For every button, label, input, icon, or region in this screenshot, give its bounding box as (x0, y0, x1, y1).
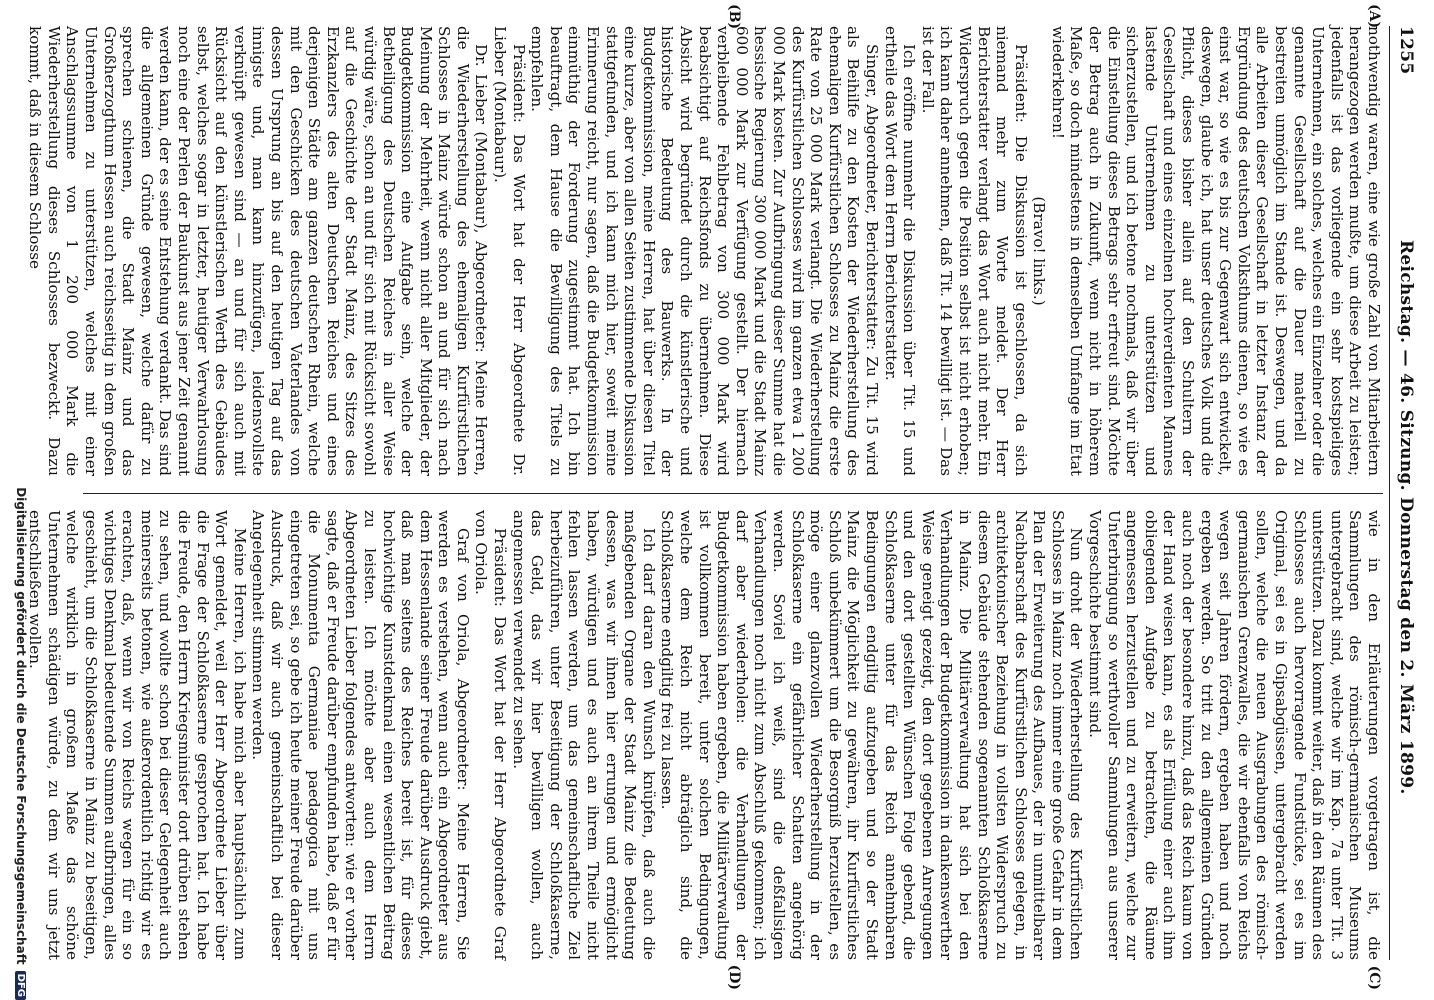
margin-marker-a: (A) (1366, 4, 1382, 29)
margin-marker-b: (B) (726, 4, 742, 30)
digitization-credit (14, 0, 28, 1000)
two-column-body (26, 4, 1383, 990)
dfg-logo: DFG (16, 971, 27, 1000)
paragraph: wie in den Erläuterungen vorgetragen ist, die Sammlungen des römisch-germanischen Museums untergebracht sind, welche wir im Kap. 7a unter Tit. 3 unterstützen. Dazu kommt weiter, daß in den Räumen des Schlosses auch hervorragende Fundstücke, sei es im Original, sei es in Gipsabgüssen, untergebracht werden sollen, welche die neuen Ausgrabungen des römisch-germanischen Grenzwalles, die wir ebenfalls von Reichs wegen seit Jahren fördern, ergeben haben und noch ergeben werden. So tritt zu den allgemeinen Gründen auch noch der besondere hinzu, daß das Reich kaum von der Hand weisen kann, es als Erfüllung einer auch ihm obliegenden Aufgabe zu betrachten, die Räume angemessen herzustellen und zu erweitern, welche zur Unterbringung so werthvoller Sammlungen aus unserer Vorgeschichte bestimmt sind. (1086, 510, 1383, 960)
margin-marker-c: (C) (1366, 965, 1382, 990)
paragraph: Präsident: Die Diskussion ist geschlossen, da sich niemand mehr zum Worte meldet. Der Herr Berichterstatter verlangt das Wort auch nicht mehr. Ein Widerspruch gegen die Position selbst ist nicht erhoben; ich kann daher annehmen, daß Tit. 14 bewilligt ist. — Das ist der Fall. (918, 26, 1030, 476)
paragraph: Ich darf daran den Wunsch knüpfen, daß auch die maßgebenden Organe der Stadt Mainz die Bedeutung dessen, was wir ihnen hier errungen und ermöglicht haben, würdigen und es auch an ihrem Theile nicht fehlen lassen werden, um das gemeinschaftliche Ziel herbeizuführen, unter Beseitigung der Schloßkaserne, das Geld, das wir hier bewilligen wollen, auch angemessen verwendet zu sehen. (509, 510, 658, 960)
paragraph: nothwendig waren, eine wie große Zahl von Mitarbeitern herangezogen werden mußte, um diese Arbeit zu leisten; jedenfalls ist das vorliegende ein sehr kostspieliges Unternehmen, ein solches, welches ein Einzelner oder die genannte Gesellschaft auf die Dauer materiell zu bestreiten unmöglich im Stande ist. Deswegen, und da alle Arbeiten dieser Gesellschaft in letzter Instanz der Ergründung des deutschen Volksthums dienen, so wie es einst war, so wie es bis zur Gegenwart sich entwickelt, deswegen, glaube ich, hat unser deutsches Volk und die Pflicht, dieses bisher allein auf den Schultern der Gesellschaft und eines einzelnen hochverdienten Mannes lastende Unternehmen zu unterstützen und sicherzustellen, und ich betone nochmals, daß wir über die Einstellung dieses Betrags sehr erfreut sind. Möchte der Betrag auch in Zukunft, wenn nicht in höherem Maße, so doch mindestens in demselben Umfange im Etat wiederkehren! (1048, 26, 1383, 476)
paragraph: Ich eröffne nunmehr die Diskussion über Tit. 15 und ertheile das Wort dem Herrn Berichterstatter. (881, 26, 919, 476)
paragraph: Graf von Oriola, Abgeordneter: Meine Herren, Sie werden es verstehen, wenn auch ein Abgeordneter aus dem Hessenlande seiner Freude darüber Ausdruck giebt, daß man seitens des Reiches bereit ist, für dieses hochwichtige Kunstdenkmal einen wesentlichen Beitrag zu leisten. Ich möchte aber auch dem Herrn Abgeordneten Lieber folgendes antworten: wie er vorher sagte, daß er Freude darüber empfunden habe, daß er für die Monumenta Germaniae paedagogica mit uns eingetreten sei, so gebe ich heute meiner Freude darüber Ausdruck, daß wir auch gemeinschaftlich bei dieser Angelegenheit stimmen werden. (249, 510, 472, 960)
right-column (26, 510, 1383, 990)
paragraph: Nun droht der Wiederherstellung des Kurfürstlichen Schlosses in Mainz noch immer eine große Gefahr in dem Plan der Erweiterung des Aufbaues, der in unmittelbarer Nachbarschaft des Kurfürstlichen Schlosses gelegen, in architektonischer Beziehung in vollsten Widerspruch zu diesem Gebäude stehenden sogenannten Schloßkaserne in Mainz. Die Militärverwaltung hat sich bei den Verhandlungen der Budgetkommission in dankenswerther Weise geneigt gezeigt, den dort gegebenen Anregungen und den dort gestellten Wünschen Folge gebend, die Schloßkaserne unter für das Reich annehmbaren Bedingungen endgiltig aufzugeben und so der Stadt Mainz die Möglichkeit zu gewähren, ihr Kurfürstliches Schloß unbekümmert um die Besorgniß herzustellen, es möge einer glanzvollen Wiederherstellung in der Schloßkaserne ein gefährlicher Schatten angehörig werden. Soviel ich weiß, sind die deßfallsigen Verhandlungen noch nicht zum Abschluß gekommen; ich darf aber wiederholen: die Verhandlungen der Budgetkommission haben ergeben, die Militärverwaltung ist vollkommen bereit, unter solchen Bedingungen, welche dem Reich nicht abträglich sind, die Schloßkaserne endgiltig frei zu lassen. (658, 510, 1086, 960)
header-left: 1255 (1396, 26, 1416, 75)
margin-marker-d: (D) (726, 964, 742, 990)
paragraph: Singer, Abgeordneter, Berichterstatter: Zu Tit. 15 wird als Beihilfe zu den Kosten der Wiederherstellung des ehemaligen Kurfürstlichen Schlosses zu Mainz die erste Rate von 25 000 Mark verlangt. Die Wiederherstellung des Kurfürstlichen Schlosses wird im ganzen etwa 1 200 000 Mark kosten. Zur Aufbringung dieser Summe hat die hessische Regierung 300 000 Mark und die Stadt Mainz 600 000 Mark zur Verfügung gestellt. Der hiernach verbleibende Fehlbetrag von 300 000 Mark wird beabsichtigt auf Reichsfonds zu übernehmen. Diese Absicht wird begründet durch die künstlerische und historische Bedeutung des Bauwerks. In der Budgetkommission, meine Herren, hat über diesen Titel eine kurze, aber von allen Seiten zustimmende Diskussion stattgefunden, und ich kann mich hier, soweit meine Erinnerung reicht, nur sagen, daß die Budgetkommission einmüthig der Forderung zugestimmt hat. Ich bin beauftragt, dem Hause die Bewilligung des Titels zu empfehlen. (528, 26, 881, 476)
paragraph: Dr. Lieber (Montabaur), Abgeordneter: Meine Herren, die Wiederherstellung des ehemaligen Kurfürstlichen Schlosses in Mainz würde schon an und für sich nach Meinung der Mehrheit, wenn nicht aller Mitglieder, der Budgetkommission eine Aufgabe sein, welche der Betheiligung des Deutschen Reiches in aller Weise würdig wäre, schon an und für sich mit Rücksicht sowohl auf die Geschichte der Stadt Mainz, des Sitzes des Erzkanzlers des alten Deutschen Reiches und eines derjenigen Städte am ganzen deutschen Rhein, welche mit den Geschicken des deutschen Vaterlandes von dessen Ursprung an bis auf den heutigen Tag auf das innigste und, man kann hinzufügen, leidensvollste verknüpft gewesen sind — an und für sich auch mit Rücksicht auf den künstlerischen Werth des Gebäudes selbst, welches sogar in letzter, heutiger Verwahrlosung noch eine der Perlen der Baukunst aus jener Zeit genannt werden kann, der es seine Entstehung verdankt. Das sind die allgemeinen Gründe gewesen, welche dafür zu sprechen schienen, die Stadt Mainz und das Großherzogthum Hessen auch reichsseitig in dem großen Unternehmen zu unterstützen, welches mit einer Anschlagssumme von 1 200 000 Mark die Wiederherstellung dieses Schlosses bezweckt. Dazu kommt, daß in diesem Schlosse (26, 26, 491, 476)
interjection: (Bravo! links.) (1030, 196, 1049, 306)
running-header (1389, 26, 1416, 960)
left-column (26, 4, 1383, 476)
paragraph: Präsident: Das Wort hat der Herr Abgeordnete Graf von Oriola. (472, 510, 510, 960)
paragraph: Meine Herren, ich habe mich aber hauptsächlich zum Wort gemeldet, weil der Herr Abgeordnete Lieber über die Frage der Schloßkaserne gesprochen hat. Ich habe die Freude, den Herrn Kriegsminister dort drüben stehen zu sehen, und wollte schon bei dieser Gelegenheit auch meinerseits betonen, wie außerordentlich richtig wir es erachten, daß, wenn wir von Reichs wegen für ein so wichtiges Denkmal bedeutende Summen aufbringen, alles geschieht, um die Schloßkaserne in Mainz zu beseitigen, welche wirklich in großem Maße das schöne Unternehmen schädigen würde, zu dem wir uns jetzt entschließen wollen. (26, 510, 249, 960)
credit-text: Digitalisierung gefördert durch die Deutsche Forschungsgemeinschaft (14, 487, 28, 965)
paragraph: Präsident: Das Wort hat der Herr Abgeordnete Dr. Lieber (Montabaur). (491, 26, 528, 476)
header-title: Reichstag. — 46. Sitzung. Donnerstag den 2. März 1899. (1396, 239, 1416, 795)
